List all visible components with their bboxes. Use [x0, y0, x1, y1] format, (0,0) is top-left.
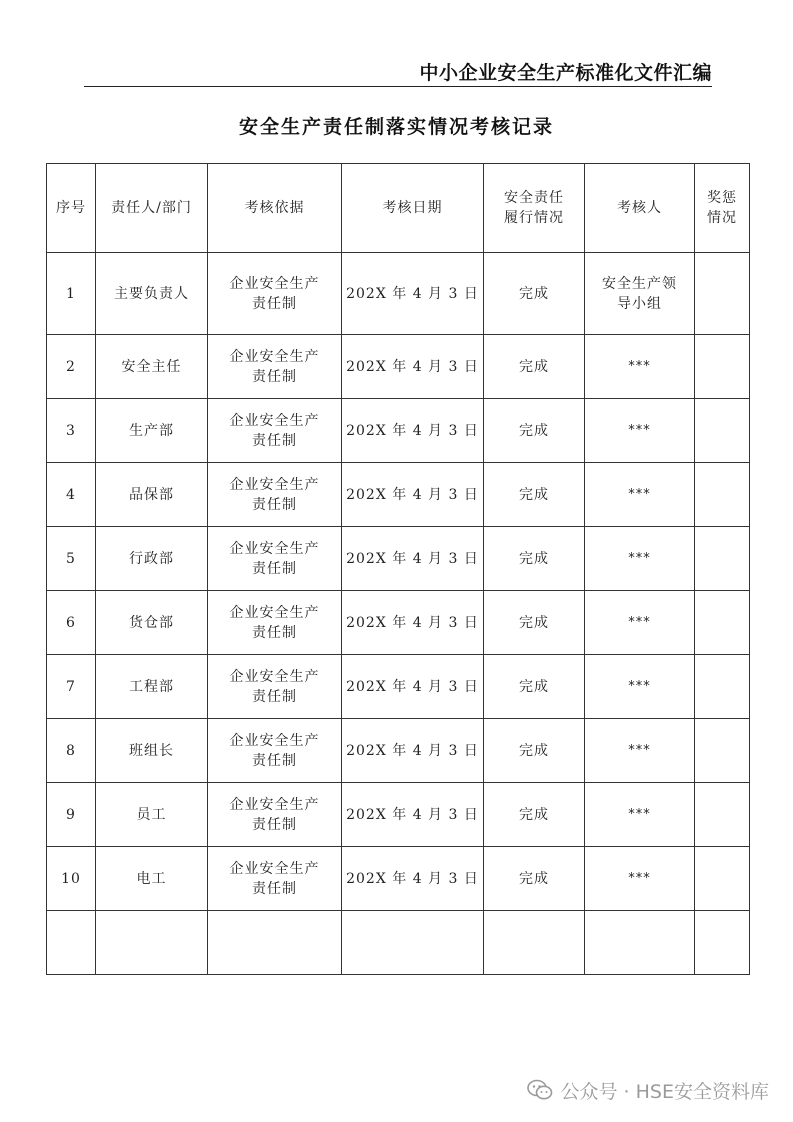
cell-date: 202X 年 4 月 3 日 — [342, 847, 484, 911]
cell-no: 3 — [47, 399, 96, 463]
cell-empty — [96, 911, 208, 975]
basis-line1: 企业安全生产 — [229, 348, 320, 365]
cell-dept: 货仓部 — [96, 591, 208, 655]
cell-no: 5 — [47, 527, 96, 591]
basis-line1: 企业安全生产 — [229, 476, 320, 493]
cell-empty — [484, 911, 585, 975]
header-basis: 考核依据 — [208, 164, 342, 253]
table-row — [47, 527, 750, 591]
cell-basis — [208, 463, 342, 527]
cell-dept: 安全主任 — [96, 335, 208, 399]
page-title: 安全生产责任制落实情况考核记录 — [238, 116, 554, 138]
basis-line2: 责任制 — [252, 624, 297, 641]
cell-no: 10 — [47, 847, 96, 911]
cell-dept: 班组长 — [96, 719, 208, 783]
cell-date: 202X 年 4 月 3 日 — [342, 253, 484, 335]
cell-no: 4 — [47, 463, 96, 527]
basis-line2: 责任制 — [252, 688, 297, 705]
basis-line1: 企业安全生产 — [229, 604, 320, 621]
cell-basis — [208, 399, 342, 463]
cell-reward — [695, 655, 750, 719]
cell-status: 完成 — [484, 253, 585, 335]
table-row — [47, 783, 750, 847]
cell-empty — [47, 911, 96, 975]
table-row-empty — [47, 911, 750, 975]
cell-basis — [208, 591, 342, 655]
cell-date: 202X 年 4 月 3 日 — [342, 399, 484, 463]
cell-date: 202X 年 4 月 3 日 — [342, 655, 484, 719]
cell-reward — [695, 335, 750, 399]
cell-basis — [208, 783, 342, 847]
cell-reward — [695, 847, 750, 911]
cell-date: 202X 年 4 月 3 日 — [342, 463, 484, 527]
cell-dept: 行政部 — [96, 527, 208, 591]
cell-basis — [208, 253, 342, 335]
basis-line2: 责任制 — [252, 368, 297, 385]
cell-reward — [695, 399, 750, 463]
cell-dept: 员工 — [96, 783, 208, 847]
cell-status: 完成 — [484, 719, 585, 783]
header-reward-line1: 奖惩 — [707, 190, 737, 206]
cell-status: 完成 — [484, 783, 585, 847]
header-status-line1: 安全责任 — [504, 190, 564, 206]
cell-no: 8 — [47, 719, 96, 783]
basis-line1: 企业安全生产 — [229, 732, 320, 749]
cell-empty — [342, 911, 484, 975]
cell-assessor: *** — [585, 719, 695, 783]
header-status-line2: 履行情况 — [504, 210, 564, 226]
cell-empty — [208, 911, 342, 975]
header-no: 序号 — [47, 164, 96, 253]
cell-assessor — [585, 253, 695, 335]
cell-reward — [695, 253, 750, 335]
basis-line1: 企业安全生产 — [229, 275, 320, 292]
basis-line1: 企业安全生产 — [229, 668, 320, 685]
header-dept: 责任人/部门 — [96, 164, 208, 253]
header-assessor: 考核人 — [585, 164, 695, 253]
cell-dept: 品保部 — [96, 463, 208, 527]
assessor-line2: 导小组 — [617, 295, 662, 312]
watermark — [527, 1077, 769, 1103]
cell-no: 6 — [47, 591, 96, 655]
cell-status: 完成 — [484, 847, 585, 911]
header-reward-line2: 情况 — [707, 210, 737, 226]
table-row — [47, 463, 750, 527]
cell-basis — [208, 335, 342, 399]
cell-date: 202X 年 4 月 3 日 — [342, 783, 484, 847]
assessment-record-table — [46, 163, 750, 975]
basis-line1: 企业安全生产 — [229, 860, 320, 877]
table-row — [47, 719, 750, 783]
cell-date: 202X 年 4 月 3 日 — [342, 719, 484, 783]
cell-reward — [695, 783, 750, 847]
cell-no: 2 — [47, 335, 96, 399]
cell-date: 202X 年 4 月 3 日 — [342, 335, 484, 399]
wechat-icon — [527, 1079, 553, 1101]
basis-line1: 企业安全生产 — [229, 796, 320, 813]
table-header-row — [47, 164, 750, 253]
cell-reward — [695, 719, 750, 783]
table-row — [47, 253, 750, 335]
cell-date: 202X 年 4 月 3 日 — [342, 591, 484, 655]
basis-line2: 责任制 — [252, 560, 297, 577]
basis-line2: 责任制 — [252, 752, 297, 769]
cell-dept: 电工 — [96, 847, 208, 911]
cell-assessor: *** — [585, 783, 695, 847]
cell-status: 完成 — [484, 527, 585, 591]
basis-line2: 责任制 — [252, 295, 297, 312]
cell-status: 完成 — [484, 399, 585, 463]
cell-assessor: *** — [585, 591, 695, 655]
cell-reward — [695, 527, 750, 591]
cell-empty — [585, 911, 695, 975]
cell-no: 9 — [47, 783, 96, 847]
basis-line1: 企业安全生产 — [229, 412, 320, 429]
compilation-title: 中小企业安全生产标准化文件汇编 — [419, 62, 712, 84]
cell-basis — [208, 847, 342, 911]
cell-status: 完成 — [484, 655, 585, 719]
table-row — [47, 335, 750, 399]
table-row — [47, 399, 750, 463]
table-row — [47, 655, 750, 719]
cell-no: 1 — [47, 253, 96, 335]
cell-basis — [208, 527, 342, 591]
basis-line1: 企业安全生产 — [229, 540, 320, 557]
cell-assessor: *** — [585, 463, 695, 527]
cell-assessor: *** — [585, 399, 695, 463]
cell-assessor: *** — [585, 655, 695, 719]
table-row — [47, 591, 750, 655]
cell-assessor: *** — [585, 335, 695, 399]
header-reward — [695, 164, 750, 253]
cell-reward — [695, 591, 750, 655]
cell-basis — [208, 719, 342, 783]
table-row — [47, 847, 750, 911]
basis-line2: 责任制 — [252, 432, 297, 449]
cell-date: 202X 年 4 月 3 日 — [342, 527, 484, 591]
cell-no: 7 — [47, 655, 96, 719]
header-date: 考核日期 — [342, 164, 484, 253]
header-status — [484, 164, 585, 253]
cell-assessor: *** — [585, 527, 695, 591]
cell-dept: 生产部 — [96, 399, 208, 463]
document-header — [84, 56, 712, 87]
basis-line2: 责任制 — [252, 816, 297, 833]
cell-status: 完成 — [484, 463, 585, 527]
cell-dept: 工程部 — [96, 655, 208, 719]
watermark-text: 公众号 · HSE安全资料库 — [560, 1080, 769, 1103]
basis-line2: 责任制 — [252, 496, 297, 513]
cell-assessor: *** — [585, 847, 695, 911]
cell-status: 完成 — [484, 591, 585, 655]
basis-line2: 责任制 — [252, 880, 297, 897]
cell-dept: 主要负责人 — [96, 253, 208, 335]
cell-reward — [695, 463, 750, 527]
cell-basis — [208, 655, 342, 719]
cell-empty — [695, 911, 750, 975]
assessor-line1: 安全生产领 — [602, 275, 677, 292]
cell-status: 完成 — [484, 335, 585, 399]
